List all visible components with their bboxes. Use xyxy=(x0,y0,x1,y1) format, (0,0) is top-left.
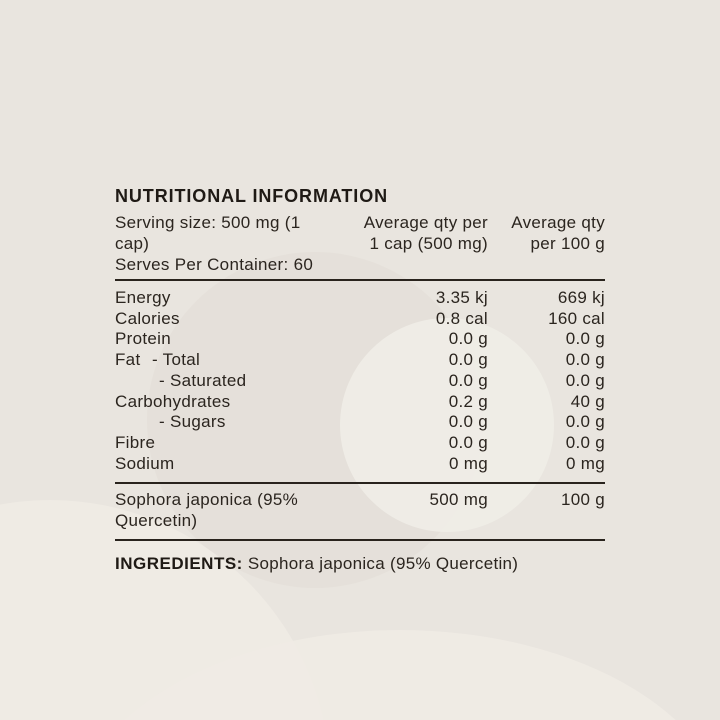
table-row-energy: Energy 3.35 kj 669 kj xyxy=(115,288,605,307)
serving-info xyxy=(115,212,315,275)
table-row-carbohydrates: Carbohydrates 0.2 g 40 g xyxy=(115,391,605,411)
serving-size-line: Serving size: 500 mg (1 cap) xyxy=(115,213,301,253)
nutrition-rows xyxy=(115,281,605,482)
table-row-calories: Calories 0.8 cal 160 cal xyxy=(115,308,605,328)
serves-per-container-line: Serves Per Container: 60 xyxy=(115,255,314,274)
ingredients-label: INGREDIENTS: xyxy=(115,553,243,573)
table-row-sugars: - Sugars 0.0 g 0.0 g xyxy=(159,412,605,432)
table-header xyxy=(115,212,605,279)
table-row-sodium: Sodium 0 mg 0 mg xyxy=(115,453,605,473)
nutrition-panel xyxy=(115,186,605,574)
table-row-protein: Protein 0.0 g 0.0 g xyxy=(115,329,605,349)
column-header-per-serve: Average qty per 1 cap (500 mg) xyxy=(363,213,488,253)
table-row-fibre: Fibre 0.0 g 0.0 g xyxy=(115,432,605,452)
ingredients-text: Sophora japonica (95% Quercetin) xyxy=(247,553,519,573)
table-row-fat-total: Fat - Total 0.0 g 0.0 g xyxy=(115,350,605,370)
table-row-sophora-japonica: Sophora japonica (95% Quercetin) 500 mg 100 g xyxy=(115,490,605,531)
active-ingredient-section xyxy=(115,484,605,538)
divider-bottom xyxy=(115,539,605,541)
panel-title: NUTRITIONAL INFORMATION xyxy=(115,186,389,206)
table-row-fat-saturated: - Saturated 0.0 g 0.0 g xyxy=(159,370,605,390)
ingredients-line xyxy=(115,554,605,574)
column-header-per-100g: Average qty per 100 g xyxy=(511,213,605,253)
